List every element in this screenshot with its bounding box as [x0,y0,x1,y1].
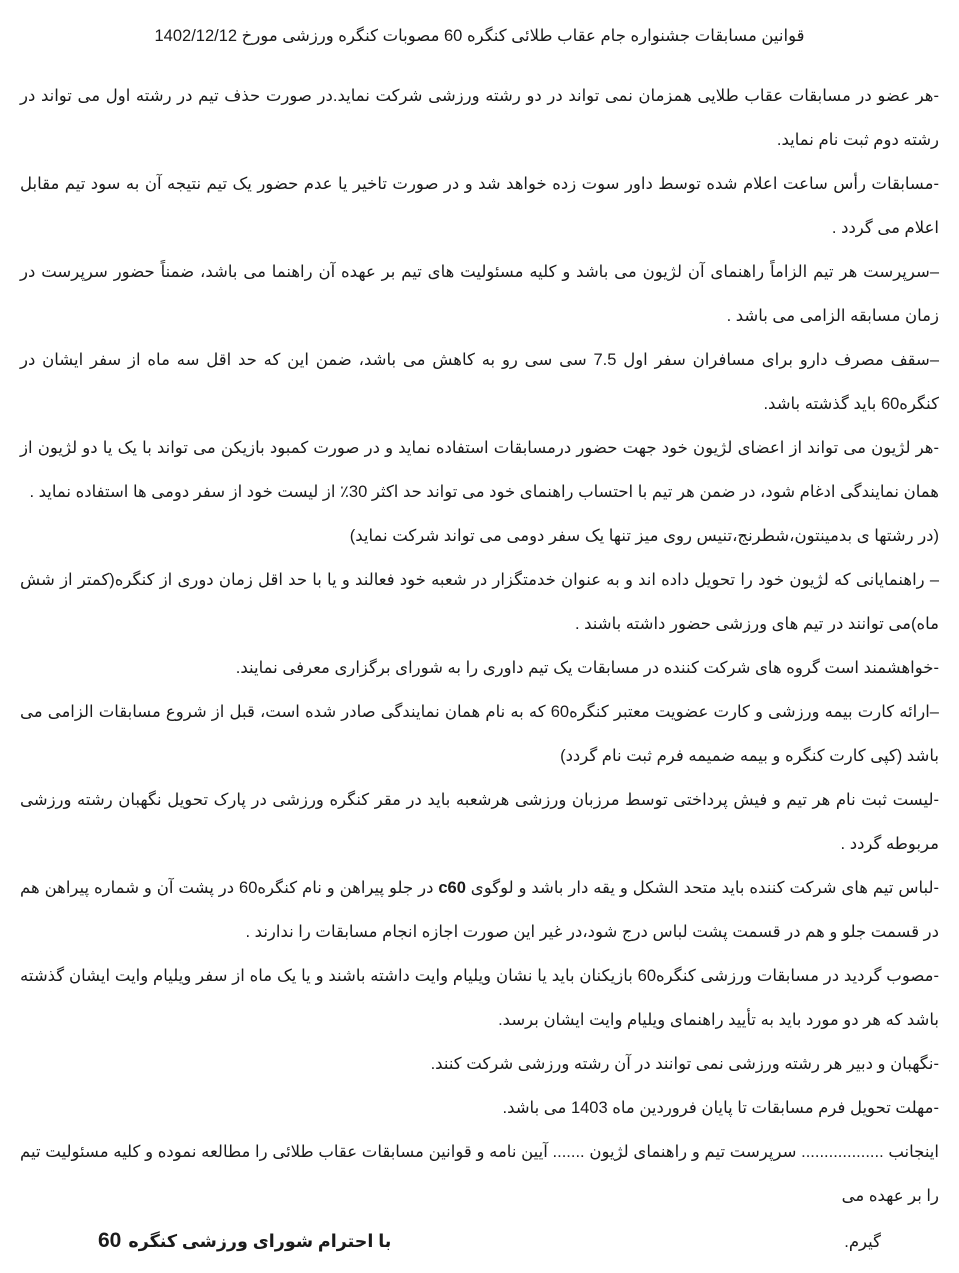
signature-number: 60 [98,1229,122,1252]
paragraph [20,426,939,514]
paragraph [20,74,939,162]
signature-text: با احترام شورای ورزشی کنگره [128,1231,392,1251]
paragraph [20,338,939,426]
paragraph-text: -لیست ثبت نام هر تیم و فیش پرداختی توسط مرزبان ورزشی هرشعبه باید در مقر کنگره ورزشی در پارک تحویل نگهبان رشته ورزشی مربوطه گردد . [20,791,939,853]
signature [98,1218,391,1264]
paragraph-text: –ارائه کارت بیمه ورزشی و کارت عضویت معتبر کنگره60 که به نام همان نمایندگی صادر شده است، قبل از شروع مسابقات الزامی می باشد (کپی کارت کنگره و بیمه ضمیمه فرم ثبت نام گردد) [20,703,939,765]
paragraph-text: –سقف مصرف دارو برای مسافران سفر اول 7.5 سی سی رو به کاهش می باشد، ضمن این که حد اقل سه ماه از سفر ایشان در کنگره60 باید گذشته باشد. [20,351,940,413]
paragraph-text: -خواهشمند است گروه های شرکت کننده در مسابقات یک تیم داوری را به شورای برگزاری معرفی نمایند. [235,659,939,677]
paragraph [20,866,939,954]
paragraph-text: (در رشتها ی بدمینتون،شطرنج،تنیس روی میز تنها یک سفر دومی می تواند شرکت نماید) [349,527,939,545]
closing-word: گیرم. [844,1233,881,1251]
paragraph [20,646,939,690]
paragraph-text: اینجانب .................. سرپرست تیم و راهنمای لژیون ....... آیین نامه و قوانین مسابقات عقاب طلائی را مطالعه نموده و کلیه مسئولیت تیم را بر عهده می [20,1143,939,1205]
paragraph [20,162,939,250]
paragraph [20,558,939,646]
closing-line [20,1218,939,1265]
paragraph [20,1130,939,1218]
paragraph [20,778,939,866]
paragraph-text: –سرپرست هر تیم الزاماً راهنمای آن لژیون می باشد و کلیه مسئولیت های تیم بر عهده آن راهنما می باشد، ضمناً حضور سرپرست در زمان مسابقه الزامی می باشد . [20,263,939,325]
paragraph-text: -مهلت تحویل فرم مسابقات تا پایان فروردین ماه 1403 می باشد. [502,1099,939,1117]
paragraph [20,690,939,778]
paragraph-text: -مصوب گردید در مسابقات ورزشی کنگره60 بازیکنان باید یا نشان ویلیام وایت داشته باشند و یا یک ماه از سفر ویلیام وایت ایشان گذشته باشد که هر دو مورد باید به تأیید راهنمای ویلیام وایت ایشان برسد. [20,967,939,1029]
paragraph-text: -نگهبان و دبیر هر رشته ورزشی نمی توانند در آن رشته ورزشی شرکت کنند. [430,1055,939,1073]
paragraph-text: – راهنمایانی که لژیون خود را تحویل داده اند و به عنوان خدمتگزار در شعبه خود فعالند و یا با حد اقل زمان دوری از کنگره(کمتر از شش ماه)می توانند در تیم های ورزشی حضور داشته باشند . [20,571,939,633]
paragraph-text: -هر عضو در مسابقات عقاب طلایی همزمان نمی تواند در دو رشته ورزشی شرکت نماید.در صورت حذف تیم در رشته اول می تواند در رشته دوم ثبت نام نماید. [20,87,939,149]
paragraph-text: -مسابقات رأس ساعت اعلام شده توسط داور سوت زده خواهد شد و در صورت تاخیر یا عدم حضور یک تیم نتیجه آن به سود تیم مقابل اعلام می گردد . [20,175,939,237]
paragraph-text: -هر لژیون می تواند از اعضای لژیون خود جهت حضور درمسابقات استفاده نماید و در صورت کمبود بازیکن می تواند با یک یا دو لژیون از همان نمایندگی ادغام شود، در ضمن هر تیم با احتساب راهنمای خود می تواند حد اکثر 30٪ از لیست خود از سفر دومی ها استفاده نماید . [20,439,939,501]
paragraph-text: -لباس تیم های شرکت کننده باید متحد الشکل و یقه دار باشد و لوگوی [465,879,940,897]
document-title: قوانین مسابقات جشنواره جام عقاب طلائی کنگره 60 مصوبات کنگره ورزشی مورخ 1402/12/12 [154,27,805,45]
paragraph [20,514,939,558]
paragraph-text: در جلو پیراهن و نام کنگره60 در پشت آن و شماره پیراهن هم در قسمت جلو و هم در قسمت پشت لباس درج شود،در غیر این صورت اجازه انجام مسابقات را ندارند . [20,879,939,941]
paragraph [20,250,939,338]
paragraph [20,1086,939,1130]
rules-paragraphs [20,74,939,1218]
paragraph [20,1042,939,1086]
bold-inline-text: c60 [438,879,466,897]
paragraph [20,954,939,1042]
